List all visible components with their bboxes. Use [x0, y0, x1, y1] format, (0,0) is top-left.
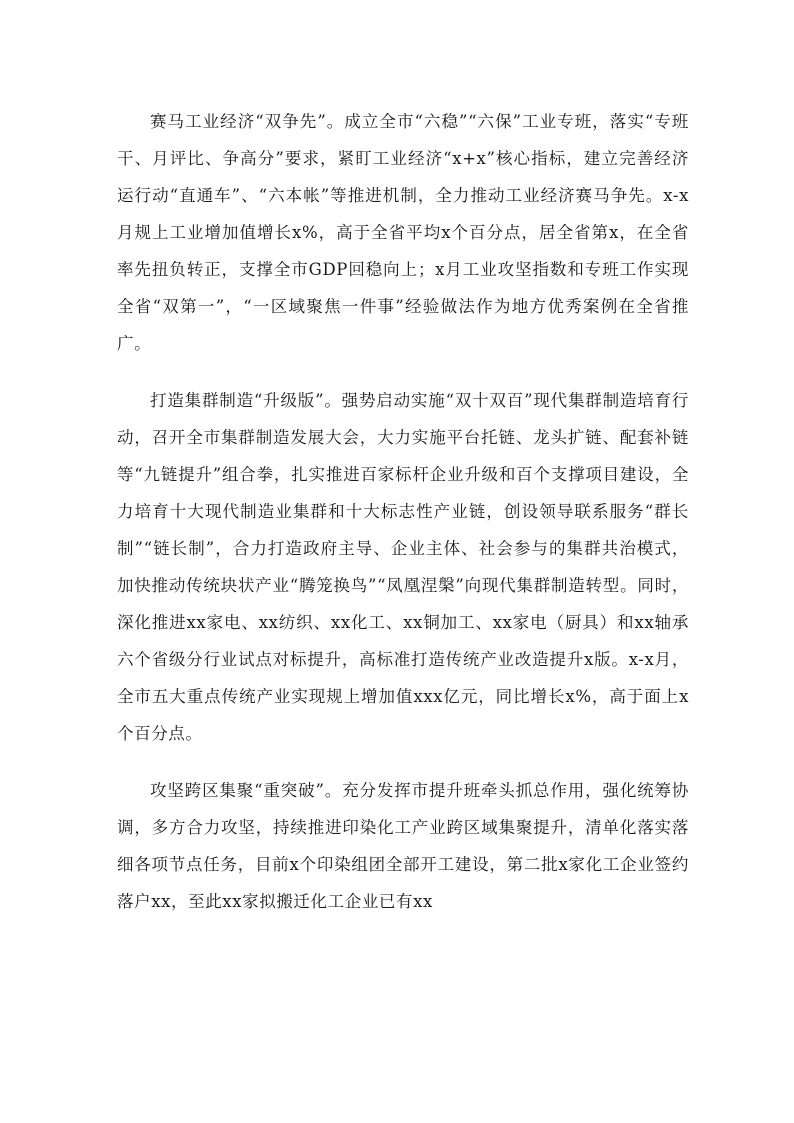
paragraph-cluster-manufacturing: 打造集群制造“升级版”。强势启动实施“双十双百”现代集群制造培育行动，召开全市集群制造发展大会，大力实施平台托链、龙头扩链、配套补链等“九链提升”组合拳，扎实推进百家标杆企业升级和百个支撑项目建设，全力培育十大现代制造业集群和十大标志性产业链，创设领导联系服务“群长制”“链长制”，合力打造政府主导、企业主体、社会参与的集群共治模式，加快推动传统块状产业“腾笼换鸟”“凤凰涅槃”向现代集群制造转型。同时，深化推进xx家电、xx纺织、xx化工、xx铜加工、xx家电（厨具）和xx轴承六个省级分行业试点对标提升，高标准打造传统产业改造提升x版。x-x月，全市五大重点传统产业实现规上增加值xxx亿元，同比增长x%，高于面上x个百分点。: [117, 391, 689, 743]
paragraph-industrial-economy: 赛马工业经济“双争先”。成立全市“六稳”“六保”工业专班，落实“专班干、月评比、争高分”要求，紧盯工业经济“x+x”核心指标，建立完善经济运行动“直通车”、“六本帐”等推进机制，全力推动工业经济赛马争先。x-x月规上工业增加值增长x%，高于全省平均x个百分点，居全省第x，在全省率先扭负转正，支撑全市GDP回稳向上；x月工业攻坚指数和专班工作实现全省“双第一”，“一区域聚焦一件事”经验做法作为地方优秀案例在全省推广。: [117, 112, 689, 353]
document-body: [117, 103, 689, 920]
paragraph-cross-region-cluster: 攻坚跨区集聚“重突破”。充分发挥市提升班牵头抓总作用，强化统筹协调，多方合力攻坚，持续推进印染化工产业跨区域集聚提升，清单化落实落细各项节点任务，目前x个印染组团全部开工建设，第二批x家化工企业签约落户xx，至此xx家拟搬迁化工企业已有xx: [117, 781, 689, 911]
